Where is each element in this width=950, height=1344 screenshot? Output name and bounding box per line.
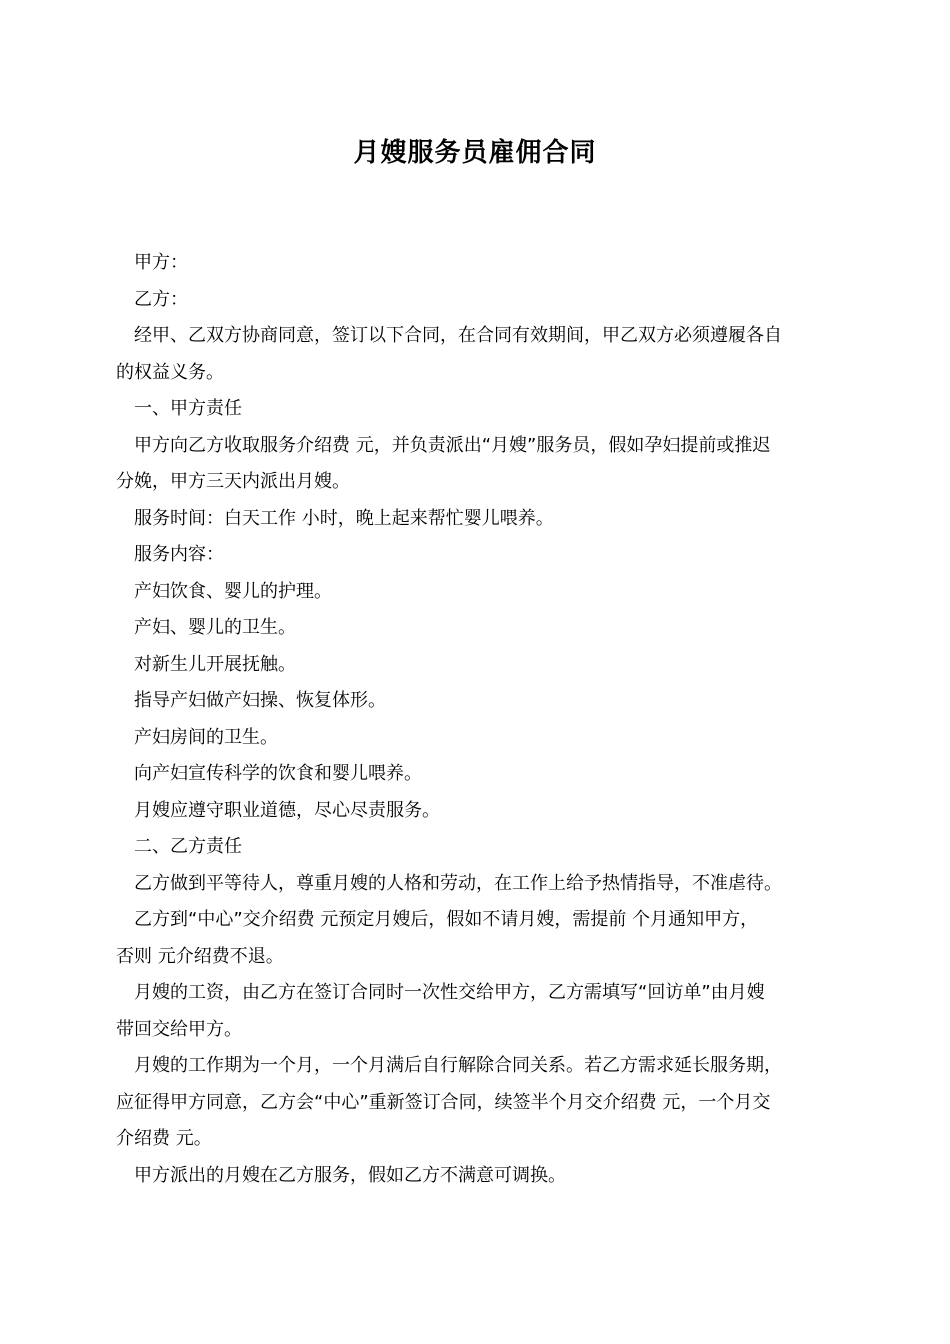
intro-paragraph-line-2: 的权益义务。	[116, 361, 224, 383]
party-a-duty-line-2: 分娩，甲方三天内派出月嫂。	[116, 471, 350, 492]
term-clause-line-3: 介绍费 元。	[116, 1128, 212, 1149]
section-heading-party-b: 二、乙方责任	[134, 836, 242, 857]
replacement-clause-line: 甲方派出的月嫂在乙方服务，假如乙方不满意可调换。	[134, 1164, 566, 1186]
service-content-heading: 服务内容：	[134, 544, 224, 565]
service-item: 产妇房间的卫生。	[134, 726, 278, 748]
service-item: 指导产妇做产妇操、恢复体形。	[134, 690, 386, 711]
service-item: 产妇、婴儿的卫生。	[134, 617, 296, 638]
section-heading-party-a: 一、甲方责任	[134, 398, 242, 419]
party-b-line: 乙方：	[134, 288, 188, 310]
document-title: 月嫂服务员雇佣合同	[353, 138, 597, 168]
fee-clause-line-2: 否则 元介绍费不退。	[116, 945, 284, 967]
service-time-line: 服务时间：白天工作 小时，晚上起来帮忙婴儿喂养。	[134, 507, 554, 529]
intro-paragraph-line-1: 经甲、乙双方协商同意，签订以下合同，在合同有效期间，甲乙双方必须遵履各自	[134, 325, 782, 346]
service-item: 产妇饮食、婴儿的护理。	[134, 580, 332, 602]
term-clause-line-1: 月嫂的工作期为一个月，一个月满后自行解除合同关系。若乙方需求延长服务期，	[134, 1055, 782, 1076]
fee-clause-line-1: 乙方到“中心”交介绍费 元预定月嫂后，假如不请月嫂，需提前 个月通知甲方，	[134, 909, 759, 930]
service-item: 月嫂应遵守职业道德，尽心尽责服务。	[134, 799, 440, 821]
term-clause-line-2: 应征得甲方同意，乙方会“中心”重新签订合同，续签半个月交介绍费 元，一个月交	[116, 1091, 771, 1113]
service-item: 向产妇宣传科学的饮食和婴儿喂养。	[134, 763, 422, 784]
wage-clause-line-1: 月嫂的工资，由乙方在签订合同时一次性交给甲方，乙方需填写“回访单”由月嫂	[134, 982, 765, 1003]
party-a-line: 甲方：	[134, 252, 188, 273]
wage-clause-line-2: 带回交给甲方。	[116, 1018, 242, 1040]
document-body	[116, 245, 838, 1194]
party-a-duty-line-1: 甲方向乙方收取服务介绍费 元，并负责派出“月嫂”服务员，假如孕妇提前或推迟	[134, 434, 771, 456]
party-b-duty-line: 乙方做到平等待人，尊重月嫂的人格和劳动，在工作上给予热情指导，不准虐待。	[134, 872, 782, 894]
service-item: 对新生儿开展抚触。	[134, 653, 296, 675]
